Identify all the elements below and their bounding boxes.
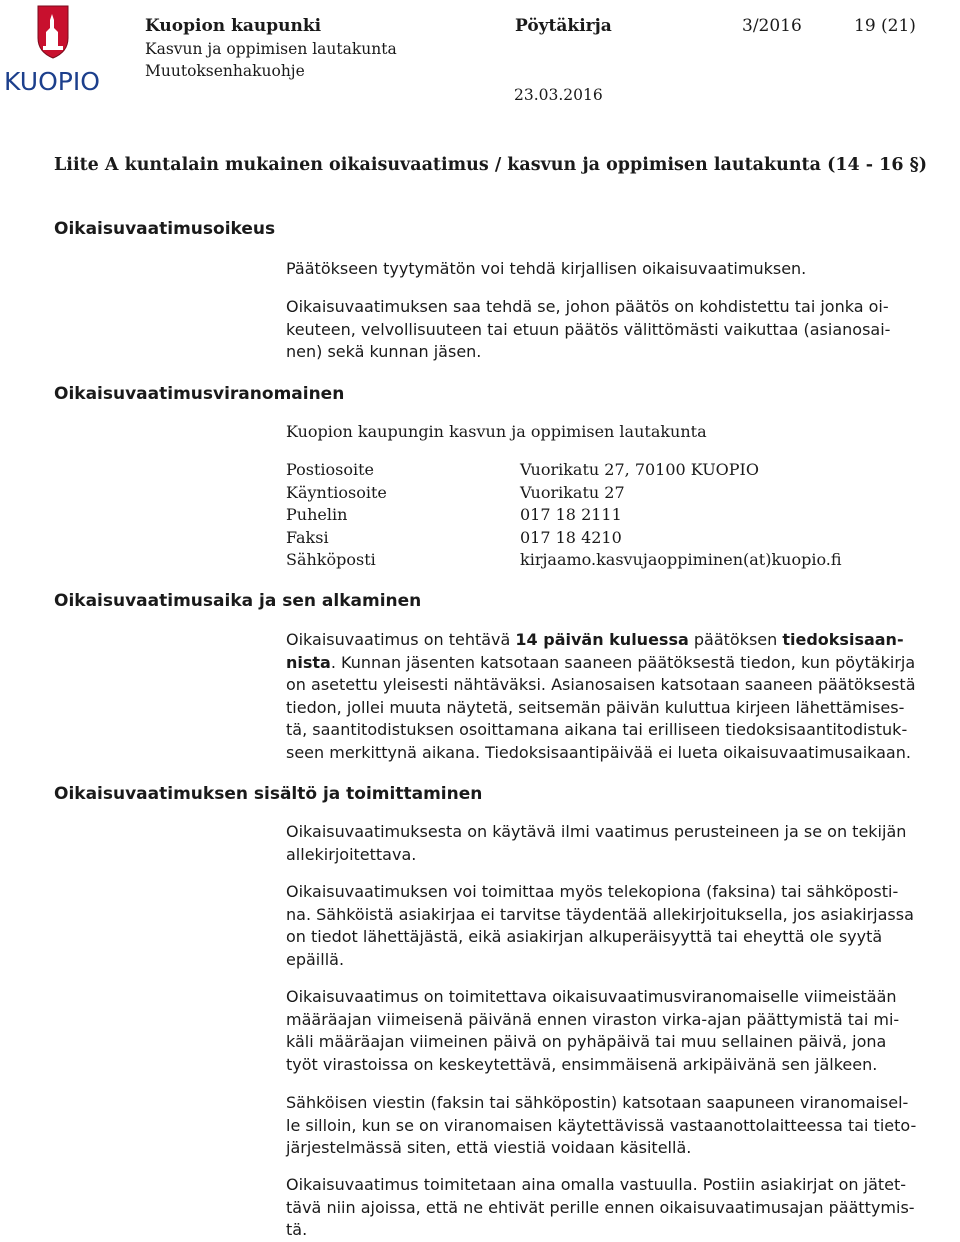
text-line: seen merkittynä aikana. Tiedoksisaantipäivää ei lueta oikaisuvaatimusaikaan. bbox=[286, 742, 911, 762]
header-org: Kuopion kaupunki bbox=[145, 16, 322, 36]
text-line: allekirjoitettava. bbox=[286, 844, 417, 864]
header-date: 23.03.2016 bbox=[514, 86, 603, 104]
text-line: Oikaisuvaatimuksen voi toimittaa myös telekopiona (faksina) tai sähköposti- bbox=[286, 882, 899, 901]
contact-row-fax bbox=[286, 527, 926, 550]
logo-wordmark: KUOPIO bbox=[4, 67, 100, 96]
content-paragraph-4 bbox=[286, 1092, 956, 1160]
text-line: na. Sähköistä asiakirjaa ei tarvitse täydentää allekirjoituksella, jos asiakirjassa bbox=[286, 904, 914, 924]
header-committee: Kasvun ja oppimisen lautakunta bbox=[145, 40, 397, 58]
content-paragraph-1 bbox=[286, 821, 956, 866]
text-line bbox=[286, 652, 956, 675]
text-line: nen) sekä kunnan jäsen. bbox=[286, 342, 482, 361]
contact-value: 017 18 4210 bbox=[520, 527, 622, 547]
text-line: on tiedot lähettäjästä, eikä asiakirjan alkuperäisyyttä tai eheyttä ole syytä bbox=[286, 927, 883, 946]
contact-row-email bbox=[286, 549, 926, 572]
text-line: Päätökseen tyytymätön voi tehdä kirjallisen oikaisuvaatimuksen. bbox=[286, 259, 807, 278]
text-line: Oikaisuvaatimus on toimitettava oikaisuvaatimusviranomaiselle viimeistään bbox=[286, 987, 897, 1006]
text-run-bold: 14 päivän kuluessa bbox=[515, 630, 689, 649]
text-line: Oikaisuvaatimuksesta on käytävä ilmi vaatimus perusteineen ja se on tekijän bbox=[286, 822, 907, 841]
section-heading-time: Oikaisuvaatimusaika ja sen alkaminen bbox=[54, 591, 422, 611]
kuopio-crest-icon bbox=[4, 4, 100, 100]
text-line: käli määräajan viimeinen päivä on pyhäpäivä tai muu sellainen päivä, jona bbox=[286, 1032, 887, 1051]
contact-value: Vuorikatu 27, 70100 KUOPIO bbox=[520, 460, 759, 479]
section-heading-right: Oikaisuvaatimusoikeus bbox=[54, 219, 276, 239]
text-line: keuteen, velvollisuuteen tai etuun päätös välittömästi vaikuttaa (asianosai- bbox=[286, 319, 891, 339]
header-subtitle: Muutoksenhakuohje bbox=[145, 62, 305, 80]
text-line: järjestelmässä siten, että viestiä voidaan käsitellä. bbox=[286, 1138, 692, 1157]
header-doc-type: Pöytäkirja bbox=[515, 16, 612, 36]
text-line: Oikaisuvaatimus toimitetaan aina omalla vastuulla. Postiin asiakirjat on jätet- bbox=[286, 1175, 907, 1194]
header-doc-number: 3/2016 bbox=[742, 16, 802, 36]
text-run: Oikaisuvaatimus on tehtävä bbox=[286, 630, 516, 649]
authority-name: Kuopion kaupungin kasvun ja oppimisen lautakunta bbox=[286, 422, 707, 441]
authority-contact-table bbox=[286, 459, 926, 572]
content-paragraph-3 bbox=[286, 986, 956, 1076]
section-heading-content: Oikaisuvaatimuksen sisältö ja toimittaminen bbox=[54, 784, 483, 804]
text-line: epäillä. bbox=[286, 949, 345, 969]
time-paragraph bbox=[286, 629, 956, 764]
header-page-number: 19 (21) bbox=[854, 16, 916, 36]
text-run-bold: tiedoksisaan- bbox=[782, 630, 904, 649]
text-line: tä, saantitodistuksen osoittamana aikana tai erilliseen tiedoksisaantitodistuk- bbox=[286, 720, 908, 739]
text-line: tiedon, jollei muuta näytetä, seitsemän päivän kuluttua kirjeen lähettämises- bbox=[286, 697, 905, 717]
contact-label: Postiosoite bbox=[286, 460, 374, 479]
contact-label: Puhelin bbox=[286, 505, 348, 524]
document-title: Liite A kuntalain mukainen oikaisuvaatimus / kasvun ja oppimisen lautakunta (14 - 16 §) bbox=[54, 155, 928, 175]
contact-value: Vuorikatu 27 bbox=[520, 482, 625, 502]
right-paragraph-1 bbox=[286, 258, 956, 281]
content-paragraph-5 bbox=[286, 1174, 956, 1242]
text-line: on asetettu yleisesti nähtäväksi. Asianosaisen katsotaan saaneen päätöksestä bbox=[286, 675, 916, 694]
contact-row-visiting bbox=[286, 482, 926, 505]
text-line bbox=[286, 629, 956, 652]
text-run: . Kunnan jäsenten katsotaan saaneen päätöksestä tiedon, kun pöytäkirja bbox=[330, 652, 916, 672]
contact-row-phone bbox=[286, 504, 926, 527]
text-run: päätöksen bbox=[688, 630, 783, 649]
kuopio-logo bbox=[4, 4, 100, 100]
text-line: tä. bbox=[286, 1220, 308, 1239]
text-line: määräajan viimeisenä päivänä ennen viraston virka-ajan päättymistä tai mi- bbox=[286, 1009, 900, 1029]
text-line: Sähköisen viestin (faksin tai sähköpostin) katsotaan saapuneen viranomaisel- bbox=[286, 1093, 909, 1112]
contact-label: Faksi bbox=[286, 527, 329, 547]
contact-value: 017 18 2111 bbox=[520, 505, 622, 524]
text-line: työt virastoissa on keskeytettävä, ensimmäisenä arkipäivänä sen jälkeen. bbox=[286, 1054, 878, 1074]
contact-row-postal bbox=[286, 459, 926, 482]
text-run-bold: nista bbox=[286, 652, 331, 672]
contact-value: kirjaamo.kasvujaoppiminen(at)kuopio.fi bbox=[520, 550, 842, 569]
text-line: tävä niin ajoissa, että ne ehtivät perille ennen oikaisuvaatimusajan päättymis- bbox=[286, 1197, 915, 1217]
section-heading-authority: Oikaisuvaatimusviranomainen bbox=[54, 384, 345, 404]
text-line: le silloin, kun se on viranomaisen käytettävissä vastaanottolaitteessa tai tieto- bbox=[286, 1115, 917, 1135]
contact-label: Käyntiosoite bbox=[286, 482, 387, 502]
contact-label: Sähköposti bbox=[286, 550, 376, 569]
content-paragraph-2 bbox=[286, 881, 956, 971]
text-line: Oikaisuvaatimuksen saa tehdä se, johon päätös on kohdistettu tai jonka oi- bbox=[286, 297, 889, 316]
right-paragraph-2 bbox=[286, 296, 956, 364]
